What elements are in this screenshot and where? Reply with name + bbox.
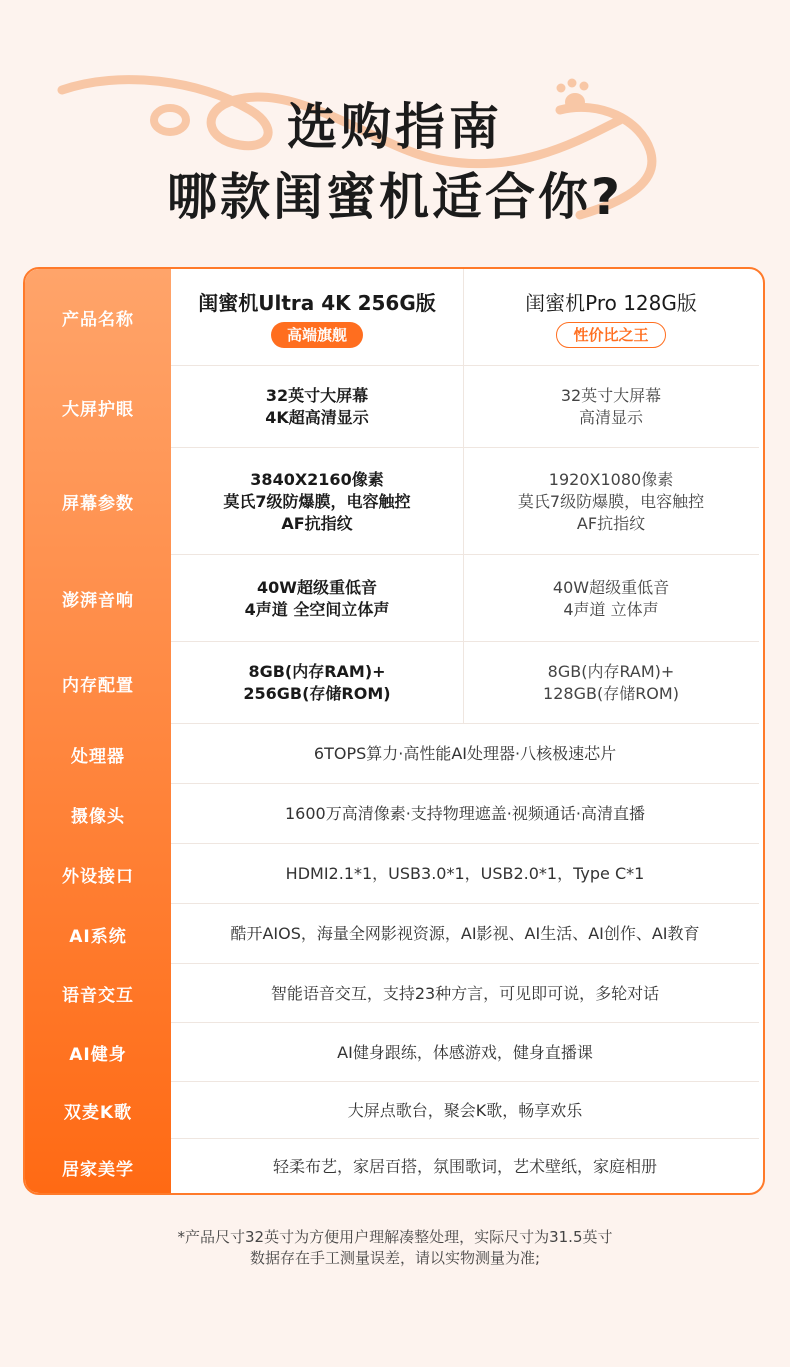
value-line: 莫氏7级防爆膜，电容触控	[517, 491, 705, 511]
value-line: 高清显示	[578, 408, 643, 427]
table-row-voice	[25, 964, 765, 1023]
product-pro-cell	[463, 269, 759, 366]
row-label: 屏幕参数	[62, 494, 134, 514]
shared-value: 智能语音交互，支持23种方言，可见即可说，多轮对话	[270, 983, 660, 1003]
value-line: 40W超级重低音	[257, 577, 377, 597]
shared-value: 轻柔布艺，家居百搭，氛围歌词，艺术壁纸，家庭相册	[272, 1157, 657, 1176]
table-row-home-aesthetics	[25, 1139, 765, 1195]
value-line: 3840X2160像素	[250, 469, 384, 489]
product-ultra-name: 闺蜜机Ultra 4K 256G版	[198, 290, 436, 315]
value-line: AF抗指纹	[576, 513, 646, 533]
row-label: 内存配置	[62, 675, 134, 696]
ultra-value	[171, 555, 463, 642]
product-ultra-badge: 高端旗舰	[271, 322, 363, 348]
footnote	[0, 1227, 790, 1269]
table-row-ai-system	[25, 904, 765, 964]
shared-value: 大屏点歌台，聚会K歌，畅享欢乐	[347, 1100, 583, 1120]
table-row-processor	[25, 724, 765, 784]
value-line: 128GB(存储ROM)	[543, 684, 679, 703]
value-line: 40W超级重低音	[552, 577, 670, 597]
title-line-1: 选购指南	[287, 98, 503, 156]
row-label: 产品名称	[62, 310, 134, 330]
pro-value	[463, 642, 759, 724]
table-row-camera	[25, 784, 765, 844]
value-line: 1920X1080像素	[548, 469, 674, 489]
pro-value	[463, 448, 759, 555]
product-pro-name: 闺蜜机Pro 128G版	[525, 290, 697, 315]
row-label: AI健身	[69, 1045, 127, 1065]
product-ultra-cell	[171, 269, 463, 366]
table-row-ai-fitness	[25, 1023, 765, 1082]
row-label: AI系统	[69, 926, 127, 947]
shared-value: AI健身跟练，体感游戏，健身直播课	[337, 1042, 593, 1062]
shared-value: 酷开AIOS，海量全网影视资源，AI影视、AI生活、AI创作、AI教育	[230, 924, 700, 943]
value-line: AF抗指纹	[281, 513, 353, 533]
row-label: 居家美学	[62, 1159, 134, 1180]
shared-value: 6TOPS算力·高性能AI处理器·八核极速芯片	[313, 744, 617, 763]
table-row-audio	[25, 555, 765, 642]
footnote-line-2: 数据存在手工测量误差，请以实物测量为准;	[249, 1249, 541, 1267]
row-label: 大屏护眼	[62, 399, 134, 420]
table-row-ports	[25, 844, 765, 904]
value-line: 8GB(内存RAM)+	[547, 662, 675, 681]
row-label: 语音交互	[62, 986, 134, 1006]
row-label: 双麦K歌	[63, 1103, 133, 1123]
value-line: 32英寸大屏幕	[560, 386, 662, 405]
row-label: 摄像头	[71, 806, 125, 827]
product-pro-badge: 性价比之王	[556, 322, 665, 348]
footnote-line-1: *产品尺寸32英寸为方便用户理解凑整处理，实际尺寸为31.5英寸	[177, 1228, 613, 1246]
comparison-table	[23, 267, 765, 1195]
pro-value	[463, 366, 759, 448]
row-label: 处理器	[71, 746, 125, 767]
shared-value: HDMI2.1*1，USB3.0*1，USB2.0*1，Type C*1	[285, 864, 645, 883]
value-line: 4声道 立体声	[563, 599, 659, 619]
value-line: 256GB(存储ROM)	[243, 684, 391, 703]
row-label: 澎湃音响	[62, 591, 134, 611]
shared-value: 1600万高清像素·支持物理遮盖·视频通话·高清直播	[285, 804, 645, 823]
value-line: 8GB(内存RAM)+	[248, 662, 386, 681]
ultra-value	[171, 366, 463, 448]
table-row-memory	[25, 642, 765, 724]
table-row-product	[25, 269, 765, 366]
value-line: 4K超高清显示	[265, 408, 369, 427]
table-row-screen-params	[25, 448, 765, 555]
row-label: 外设接口	[62, 866, 134, 887]
table-row-karaoke	[25, 1082, 765, 1139]
ultra-value	[171, 642, 463, 724]
value-line: 4声道 全空间立体声	[244, 599, 390, 619]
value-line: 32英寸大屏幕	[265, 386, 369, 405]
value-line: 莫氏7级防爆膜，电容触控	[223, 491, 411, 511]
ultra-value	[171, 448, 463, 555]
table-row-screen	[25, 366, 765, 448]
pro-value	[463, 555, 759, 642]
title-line-2: 哪款闺蜜机适合你?	[166, 168, 623, 226]
page-title	[0, 88, 790, 228]
